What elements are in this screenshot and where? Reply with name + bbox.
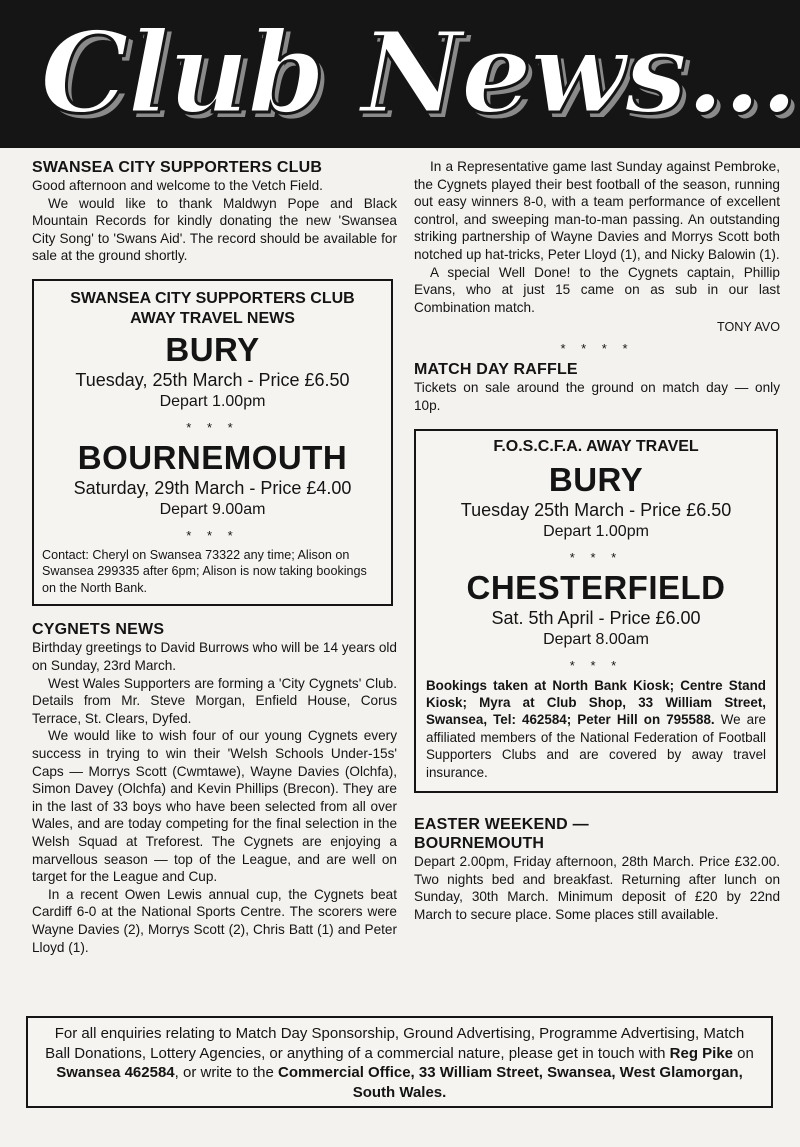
away-travel-box [32,279,393,607]
representative-para-2: A special Well Done! to the Cygnets captain, Phillip Evans, who at just 15 came on as sub in our last Combination match. [414,264,780,315]
right-column [414,158,780,923]
footer-text-2: on [733,1044,754,1062]
trip-depart-bury: Depart 1.00pm [159,392,266,410]
trip-destination-bury: BURY [165,330,260,368]
easter-weekend-article [414,815,780,923]
author-signature: TONY AVO [717,320,780,335]
supporters-club-article [32,158,397,265]
separator-stars: * * * [186,419,239,435]
footer-text-3: , or write to the [174,1064,279,1081]
raffle-para: Tickets on sale around the ground on match day — only 10p. [414,380,780,413]
bookings-insurance-note: We are affiliated members of the National Federation of Football Supporters Clubs and are covered by away travel insurance. [426,712,767,780]
supporters-club-para-1: Good afternoon and welcome to the Vetch Field. [32,178,323,193]
contact-name: Reg Pike [669,1044,734,1062]
separator-stars: * * * [569,549,623,565]
separator-stars: * * * * [560,341,634,357]
trip-date-bournemouth: Saturday, 29th March - Price £4.00 [73,477,352,498]
representative-para-1: In a Representative game last Sunday against Pembroke, the Cygnets played their best football of the season, running out easy winners 8-0, with a team performance of excellent control, and sweeping man-to-man passing. An outstanding striking partnership of Wayne Davies and Morrys Scott both notched up hat-tricks, Peter Lloyd (1), and Nicky Balowin (1). [414,159,780,262]
trip-depart-chesterfield: Depart 8.00am [543,630,649,648]
away-travel-heading-2: AWAY TRAVEL NEWS [130,309,295,327]
cygnets-heading: CYGNETS NEWS [32,621,165,639]
raffle-heading: MATCH DAY RAFFLE [414,361,578,379]
away-travel-heading-1: SWANSEA CITY SUPPORTERS CLUB [70,289,355,307]
bookings-locations: Bookings taken at North Bank Kiosk; Centre Stand Kiosk; Myra at Club Shop, 33 William Street, Swansea, Tel: 462584; Peter Hill on 795588. [426,677,766,728]
cygnets-para-2: West Wales Supporters are forming a 'City Cygnets' Club. Details from Mr. Steve Morgan, Enfield House, Corus Terrace, St. Clears, Dyfed. [32,675,397,726]
trip-destination-chesterfield: CHESTERFIELD [466,568,726,606]
left-column [32,158,397,956]
trip-date-bury: Tuesday 25th March - Price £6.50 [460,499,732,520]
trip-date-chesterfield: Sat. 5th April - Price £6.00 [491,607,701,628]
foscfa-heading: F.O.S.C.F.A. AWAY TRAVEL [493,437,699,455]
separator-stars: * * * [186,527,239,543]
easter-heading-2: BOURNEMOUTH [414,834,545,852]
trip-destination-bury: BURY [548,460,644,498]
masthead-title: Club News... [40,8,797,139]
cygnets-news-article [32,620,397,956]
masthead-banner [0,0,800,148]
trip-destination-bournemouth: BOURNEMOUTH [77,438,348,476]
cygnets-para-1: Birthday greetings to David Burrows who will be 14 years old on Sunday, 23rd March. [32,640,397,674]
contact-details: Contact: Cheryl on Swansea 73322 any time; Alison on Swansea 299335 after 6pm; Alison is now taking bookings on the North Bank. [42,547,367,595]
foscfa-travel-box [414,429,778,793]
commercial-office-address: Commercial Office, 33 William Street, Swansea, West Glamorgan, South Wales. [278,1064,743,1101]
easter-heading-1: EASTER WEEKEND — [414,815,589,833]
trip-depart-bournemouth: Depart 9.00am [159,500,266,518]
commercial-enquiries-box [26,1016,773,1108]
supporters-club-heading: SWANSEA CITY SUPPORTERS CLUB [32,159,323,176]
trip-depart-bury: Depart 1.00pm [543,522,649,540]
footer-text-1: For all enquiries relating to Match Day Sponsorship, Ground Advertising, Programme Advertising, Match Ball Donations, Lottery Agencies, or anything of a commercial nature, please get in touch with [45,1025,745,1062]
supporters-club-para-2: We would like to thank Maldwyn Pope and Black Mountain Records for kindly donating the new 'Swansea City Song' to 'Swans Aid'. The record should be available for sale at the ground shortly. [32,195,397,264]
contact-phone: Swansea 462584 [56,1064,175,1081]
bookings-details [416,677,776,791]
trip-date-bury: Tuesday, 25th March - Price £6.50 [75,369,350,390]
cygnets-para-3: We would like to wish four of our young Cygnets every success in trying to win their 'Welsh Schools Under-15s' Caps — Morrys Scott (Cwmtawe), Wayne Davies (Olchfa), Simon Davey (Olchfa) and Kevin Phillips (Brecon). They are in the last of 33 boys who have been selected from all over Wales, and are today competing for the final selection in the Welsh Squad at Treforest. The Cygnets are enjoying a marvellous season — top of the League, and are well on target for the League and Cup. [32,728,397,885]
representative-game-article [414,158,780,358]
match-day-raffle-article [414,360,780,414]
cygnets-para-4: In a recent Owen Lewis annual cup, the Cygnets beat Cardiff 6-0 at the National Sports Centre. The scorers were Wayne Davies (2), Morrys Scott (2), Chris Batt (1) and Peter Lloyd (1). [32,886,397,955]
easter-para: Depart 2.00pm, Friday afternoon, 28th March. Price £32.00. Two nights bed and breakfast. Returning after lunch on Sunday, 30th March. Minimum deposit of £20 by 22nd March to secure place. Some places still available. [414,853,780,922]
separator-stars: * * * [569,657,623,673]
